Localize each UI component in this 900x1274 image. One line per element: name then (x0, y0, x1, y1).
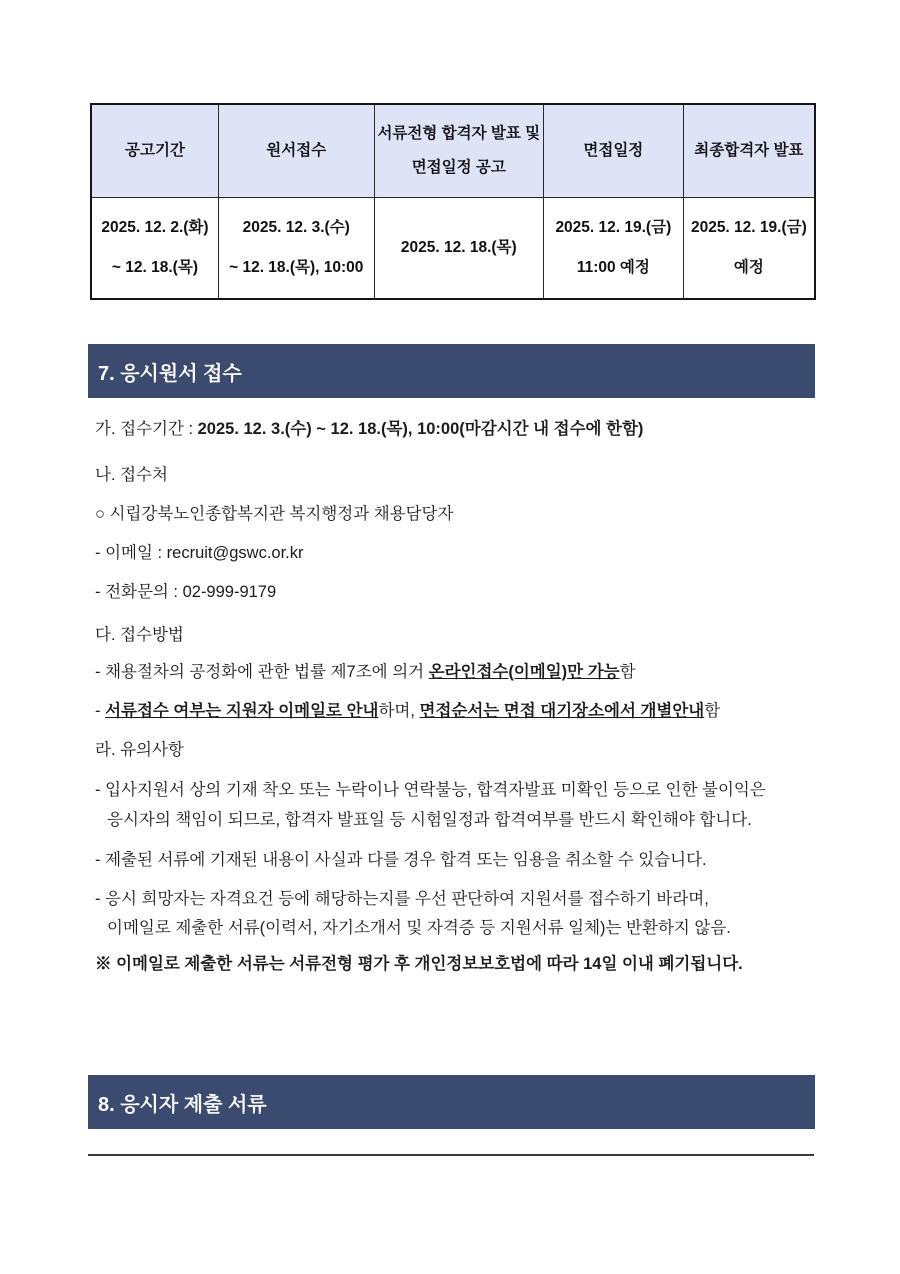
method-line1 (95, 658, 636, 682)
notice3-line1: - 응시 희망자는 자격요건 등에 해당하는지를 우선 판단하여 지원서를 접수하기 바라며, (95, 890, 709, 908)
col-header-notice-period (91, 104, 218, 198)
cell-notice-period (91, 198, 218, 300)
disposal-notice: ※ 이메일로 제출한 서류는 서류전형 평가 후 개인정보보호법에 따라 14일 이내 폐기됩니다. (95, 955, 743, 973)
cell-line2: 11:00 예정 (576, 259, 650, 276)
col-header-final-result (683, 104, 815, 198)
reception-office-label: 나. 접수처 (95, 466, 168, 484)
email-line: - 이메일 : recruit@gswc.or.kr (95, 544, 304, 562)
reception-period-prefix: 가. 접수기간 : (95, 420, 198, 438)
notice3-line2: 이메일로 제출한 서류(이력서, 자기소개서 및 자격증 등 지원서류 일체)는 반환하지 않음. (107, 919, 731, 937)
section-7-title: 7. 응시원서 접수 (98, 362, 242, 385)
cell-line1: 2025. 12. 2.(화) (101, 219, 209, 236)
reception-office-name: ○ 시립강북노인종합복지관 복지행정과 채용담당자 (95, 505, 454, 523)
cell-line1: 2025. 12. 18.(목) (400, 239, 517, 256)
method2-prefix: - (95, 702, 106, 720)
cell-application (218, 198, 374, 300)
col-header-interview (543, 104, 683, 198)
method1-suffix: 함 (619, 663, 636, 681)
reception-period-value: 2025. 12. 3.(수) ~ 12. 18.(목), 10:00(마감시간 내 접수에 한함) (197, 420, 644, 438)
method2-emphasis1: 서류접수 여부는 지원자 이메일로 안내 (105, 702, 379, 720)
method2-suffix: 함 (704, 702, 721, 720)
cell-final-result (683, 198, 815, 300)
notice1-line2: 응시자의 책임이 되므로, 합격자 발표일 등 시험일정과 합격여부를 반드시 확인해야 합니다. (107, 811, 752, 829)
horizontal-divider (88, 1154, 814, 1156)
cell-screening-result (374, 198, 543, 300)
header-text-line1: 서류전형 합격자 발표 및 (377, 125, 541, 142)
method-label: 다. 접수방법 (95, 626, 184, 644)
cell-line2: ~ 12. 18.(목), 10:00 (229, 259, 364, 276)
section-8-title: 8. 응시자 제출 서류 (98, 1093, 267, 1116)
cell-line2: ~ 12. 18.(목) (111, 259, 198, 276)
method2-emphasis2: 면접순서는 면접 대기장소에서 개별안내 (419, 702, 705, 720)
header-text: 최종합격자 발표 (694, 142, 804, 159)
method-line2 (95, 697, 720, 721)
cell-line1: 2025. 12. 19.(금) (555, 219, 672, 236)
header-text: 공고기간 (125, 142, 185, 159)
method1-emphasis: 온라인접수(이메일)만 가능 (428, 663, 620, 681)
header-text: 원서접수 (266, 142, 327, 159)
schedule-table-header-row (91, 104, 815, 198)
header-text-line2: 면접일정 공고 (411, 159, 506, 176)
cell-interview (543, 198, 683, 300)
col-header-application (218, 104, 374, 198)
reception-period-line (95, 415, 643, 439)
section-7-header (88, 344, 815, 398)
schedule-table-value-row (91, 198, 815, 300)
col-header-screening-result (374, 104, 543, 198)
cell-line1: 2025. 12. 19.(금) (690, 219, 807, 236)
method1-prefix: - 채용절차의 공정화에 관한 법률 제7조에 의거 (95, 663, 429, 681)
schedule-table (90, 103, 816, 300)
cell-line2: 예정 (733, 259, 764, 276)
cell-line1: 2025. 12. 3.(수) (242, 219, 350, 236)
section-8-header (88, 1075, 815, 1129)
phone-line: - 전화문의 : 02-999-9179 (95, 583, 277, 601)
notice1-line1: - 입사지원서 상의 기재 착오 또는 누락이나 연락불능, 합격자발표 미확인 등으로 인한 불이익은 (95, 781, 766, 799)
method2-mid: 하며, (378, 702, 420, 720)
notice-label: 라. 유의사항 (95, 741, 184, 759)
header-text: 면접일정 (583, 142, 644, 159)
notice2-line: - 제출된 서류에 기재된 내용이 사실과 다를 경우 합격 또는 임용을 취소할 수 있습니다. (95, 851, 707, 869)
